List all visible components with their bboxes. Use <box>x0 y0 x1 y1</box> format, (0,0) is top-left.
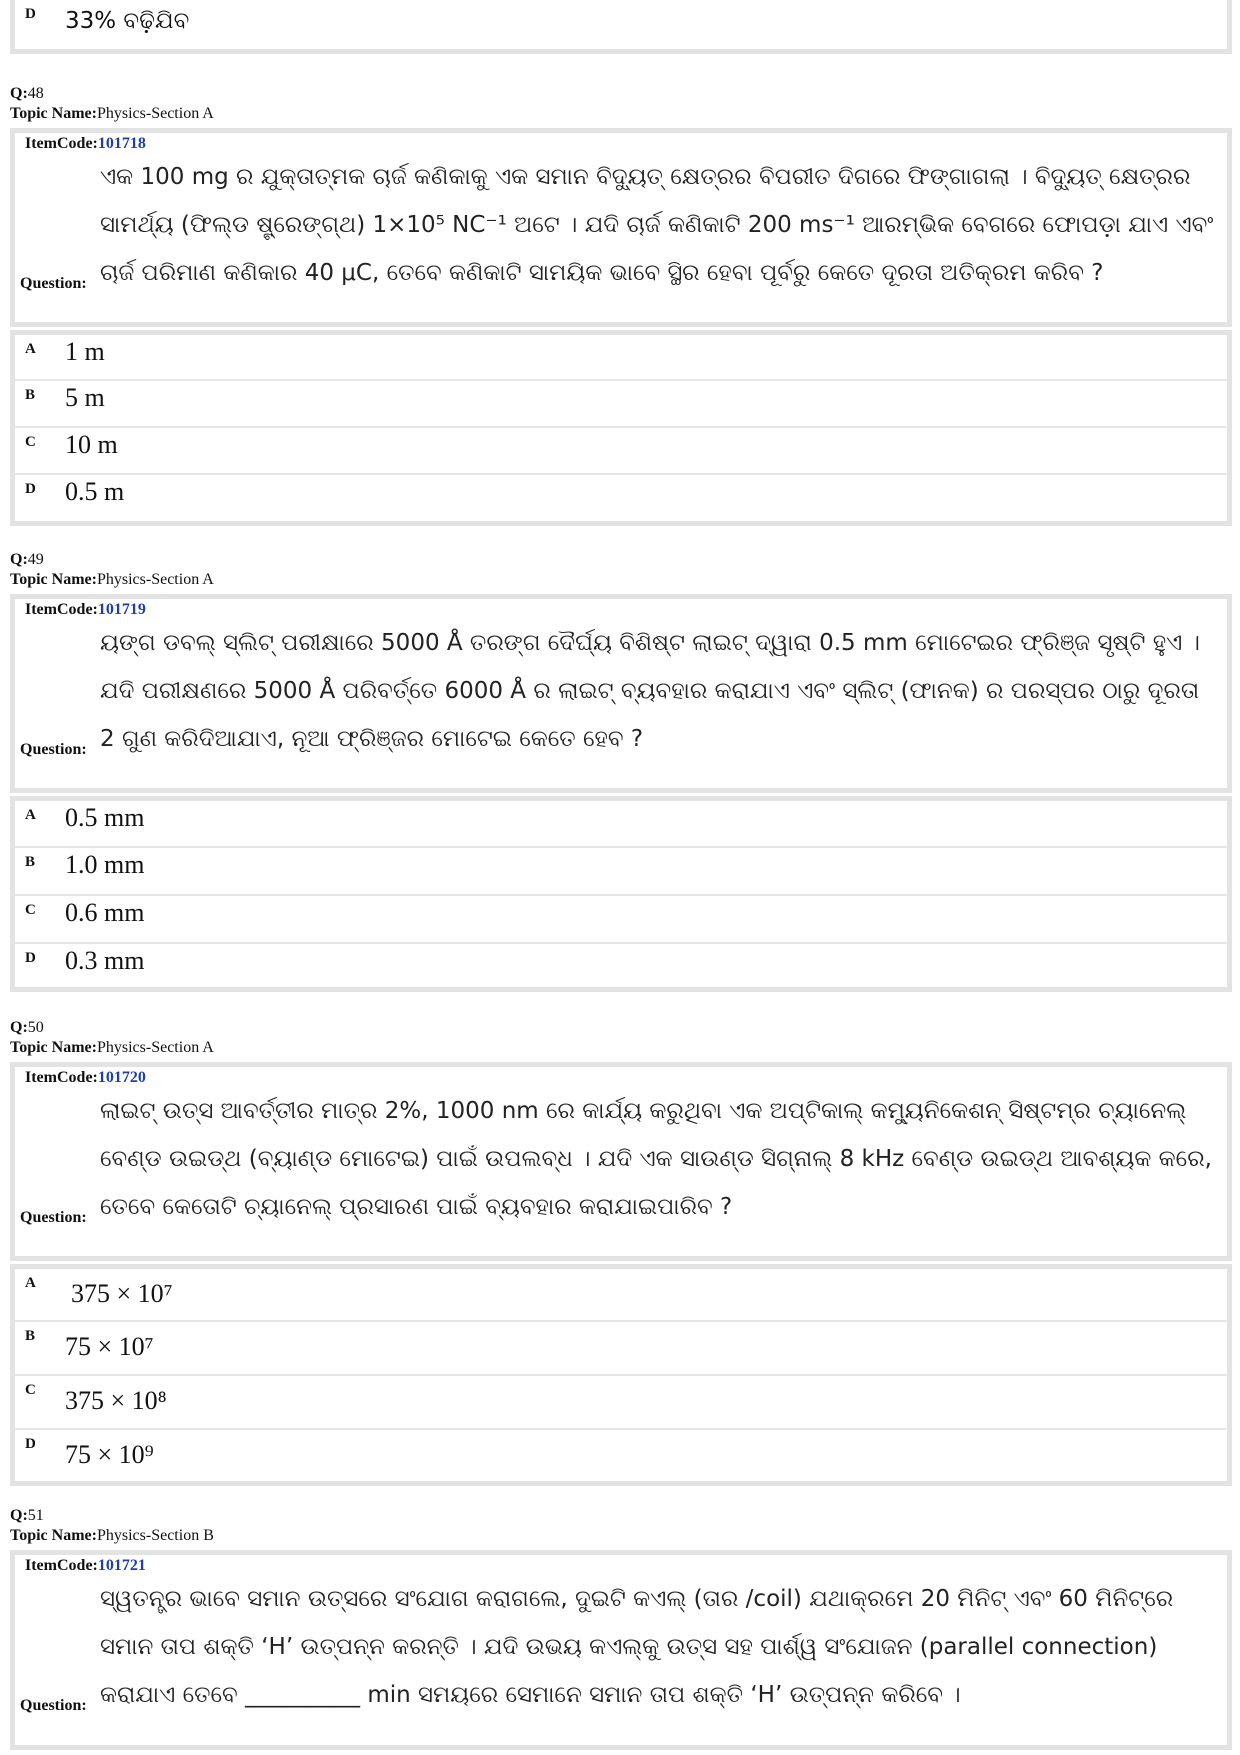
question-card <box>10 1550 1232 1750</box>
prev-question-options <box>10 0 1232 54</box>
item-code: 101718 <box>97 135 146 152</box>
options-box <box>10 330 1232 526</box>
option-row[interactable] <box>15 475 1227 521</box>
option-text: 375 × 10⁸ <box>65 1386 167 1415</box>
topic-name: Physics-Section A <box>96 571 214 588</box>
options-box <box>10 1264 1232 1486</box>
option-row[interactable] <box>15 848 1227 896</box>
q-label: Q: <box>10 551 28 568</box>
question-card <box>10 1062 1232 1261</box>
option-text: 0.3 mm <box>65 946 145 975</box>
question-label: Question: <box>20 1209 87 1226</box>
question-header <box>10 1018 214 1058</box>
q-label: Q: <box>10 1507 28 1524</box>
option-text: 5 m <box>65 383 105 412</box>
question-card <box>10 128 1232 327</box>
option-text: 1.0 mm <box>65 850 145 879</box>
question-label: Question: <box>20 1697 87 1714</box>
item-code: 101719 <box>97 601 146 618</box>
option-row[interactable] <box>15 335 1227 381</box>
option-row[interactable] <box>15 1269 1227 1322</box>
item-code-line <box>15 133 1227 153</box>
question-label: Question: <box>20 741 87 758</box>
option-row[interactable] <box>15 944 1227 987</box>
item-code-line <box>15 1067 1227 1087</box>
topic-label: Topic Name: <box>10 105 97 122</box>
option-row[interactable] <box>15 801 1227 848</box>
question-label: Question: <box>20 275 87 292</box>
q-label: Q: <box>10 85 28 102</box>
option-letter: A <box>25 341 36 357</box>
q-label: Q: <box>10 1019 28 1036</box>
item-code-label: ItemCode: <box>25 135 98 152</box>
option-letter: A <box>25 807 36 823</box>
option-text: 75 × 10⁹ <box>65 1440 154 1469</box>
item-code-label: ItemCode: <box>25 601 98 618</box>
option-letter: B <box>25 1328 36 1344</box>
option-row[interactable] <box>15 1322 1227 1376</box>
question-row <box>15 619 1227 763</box>
question-number: 51 <box>27 1507 44 1524</box>
question-number: 50 <box>27 1019 44 1036</box>
item-code-label: ItemCode: <box>25 1069 98 1086</box>
option-letter: B <box>25 854 36 870</box>
question-card <box>10 594 1232 793</box>
question-header <box>10 84 214 124</box>
item-code-label: ItemCode: <box>25 1557 98 1574</box>
option-letter: A <box>25 1275 36 1291</box>
option-text: 33% ବଢ଼ିଯିବ <box>65 8 190 34</box>
option-text: 0.5 m <box>65 477 125 506</box>
option-row[interactable] <box>15 896 1227 944</box>
option-letter: D <box>25 481 36 497</box>
topic-name: Physics-Section A <box>96 1039 214 1056</box>
option-letter: D <box>25 950 36 966</box>
option-text: 75 × 10⁷ <box>65 1332 154 1361</box>
question-text: ୟଙ୍ଗ ଡବଲ୍ ସ୍ଲିଟ୍ ପରୀକ୍ଷାରେ 5000 Å ତରଙ୍ଗ ଦୈର୍ଘ୍ୟ ବିଶିଷ୍ଟ ଲାଇଟ୍ ଦ୍ୱାରା 0.5 mm ମୋଟେଇର ଫ୍ରିଞ୍ଜ ସୃଷ୍ଟି ହୁଏ । ଯଦି ପରୀକ୍ଷଣରେ 5000 Å ପରିବର୍ତ୍ତେ 6000 Å ର ଲାଇଟ୍ ବ୍ୟବହାର କରାଯାଏ ଏବଂ ସ୍ଲିଟ୍ (ଫାନକ) ର ପରସ୍ପର ଠାରୁ ଦୂରତା 2 ଗୁଣ କରିଦିଆଯାଏ, ନୂଆ ଫ୍ରିଞ୍ଜର ମୋଟେଇ କେତେ ହେବ ? <box>100 630 1200 752</box>
question-header <box>10 1506 214 1546</box>
option-text: 10 m <box>65 430 118 459</box>
option-row[interactable] <box>15 381 1227 428</box>
question-text: ଲାଇଟ୍ ଉତ୍ସ ଆବର୍ତ୍ତୀର ମାତ୍ର 2%, 1000 nm ରେ କାର୍ଯ୍ୟ କରୁଥିବା ଏକ ଅପ୍‌ଟିକାଲ୍ କମ୍ୟୁନିକେଶନ୍ ସିଷ୍ଟମ୍‌ର ଚ୍ୟାନେଲ୍ ବେଣ୍ଡ ଉଇଡ୍‌ଥ (ବ୍ୟାଣ୍ଡ ମୋଟେଇ) ପାଇଁ ଉପଲବ୍ଧ । ଯଦି ଏକ ସାଉଣ୍ଡ ସିଗ୍‌ନାଲ୍ 8 kHz ବେଣ୍ଡ ଉଇଡ୍‌ଥ ଆବଶ୍ୟକ କରେ, ତେବେ କେତୋଟି ଚ୍ୟାନେଲ୍ ପ୍ରସାରଣ ପାଇଁ ବ୍ୟବହାର କରାଯାଇପାରିବ ? <box>100 1098 1212 1220</box>
topic-label: Topic Name: <box>10 1527 97 1544</box>
option-row[interactable] <box>15 0 1227 49</box>
option-letter: D <box>25 1436 36 1452</box>
question-text: ଏକ 100 mg ର ଯୁକ୍ତାତ୍ମକ ଚାର୍ଜ କଣିକାକୁ ଏକ ସମାନ ବିଦ୍ୟୁତ୍ କ୍ଷେତ୍ରର ବିପରୀତ ଦିଗରେ ଫିଙ୍ଗାଗଲା । ବିଦ୍ୟୁତ୍ କ୍ଷେତ୍ରର ସାମର୍ଥ୍ୟ (ଫିଲ୍ଡ ଷ୍ଟ୍ରେଙ୍ଗ୍‌ଥ) 1×10⁵ NC⁻¹ ଅଟେ । ଯଦି ଚାର୍ଜ କଣିକାଟି 200 ms⁻¹ ଆରମ୍ଭିକ ବେଗରେ ଫୋପଡ଼ା ଯାଏ ଏବଂ ଚାର୍ଜ ପରିମାଣ କଣିକାର 40 μC, ତେବେ କଣିକାଟି ସାମୟିକ ଭାବେ ସ୍ଥିର ହେବା ପୂର୍ବରୁ କେତେ ଦୂରତା ଅତିକ୍ରମ କରିବ ? <box>100 164 1214 286</box>
question-row <box>15 1575 1227 1719</box>
option-letter: C <box>25 1382 36 1398</box>
item-code-line <box>15 1555 1227 1575</box>
question-row <box>15 153 1227 297</box>
topic-name: Physics-Section B <box>96 1527 214 1544</box>
question-header <box>10 550 214 590</box>
question-number: 49 <box>27 551 44 568</box>
option-text: 375 × 10⁷ <box>71 1279 173 1308</box>
topic-name: Physics-Section A <box>96 105 214 122</box>
option-letter: D <box>25 6 36 22</box>
option-text: 0.5 mm <box>65 803 145 832</box>
option-letter: C <box>25 902 36 918</box>
option-text: 0.6 mm <box>65 898 145 927</box>
item-code: 101721 <box>97 1557 146 1574</box>
option-letter: C <box>25 434 36 450</box>
item-code-line <box>15 599 1227 619</box>
question-number: 48 <box>27 85 44 102</box>
topic-label: Topic Name: <box>10 1039 97 1056</box>
option-row[interactable] <box>15 1376 1227 1430</box>
question-row <box>15 1087 1227 1231</box>
options-box <box>10 796 1232 992</box>
item-code: 101720 <box>97 1069 146 1086</box>
option-row[interactable] <box>15 1430 1227 1481</box>
option-text: 1 m <box>65 337 105 366</box>
topic-label: Topic Name: <box>10 571 97 588</box>
option-letter: B <box>25 387 36 403</box>
option-row[interactable] <box>15 428 1227 475</box>
question-text: ସ୍ୱତନ୍ତ୍ର ଭାବେ ସମାନ ଉତ୍ସରେ ସଂଯୋଗ କରାଗଲେ, ଦୁଇଟି କଏଲ୍ (ତାର /coil) ଯଥାକ୍ରମେ 20 ମିନିଟ୍ ଏବଂ 60 ମିନିଟ୍‌ରେ ସମାନ ତାପ ଶକ୍ତି ‘H’ ଉତ୍ପନ୍ନ କରନ୍ତି । ଯଦି ଉଭୟ କଏଲ୍‌କୁ ଉତ୍ସ ସହ ପାର୍ଶ୍ୱ ସଂଯୋଜନ (parallel connection) କରାଯାଏ ତେବେ __________ min ସମୟରେ ସେମାନେ ସମାନ ତାପ ଶକ୍ତି ‘H’ ଉତ୍ପନ୍ନ କରିବେ । <box>100 1586 1174 1708</box>
